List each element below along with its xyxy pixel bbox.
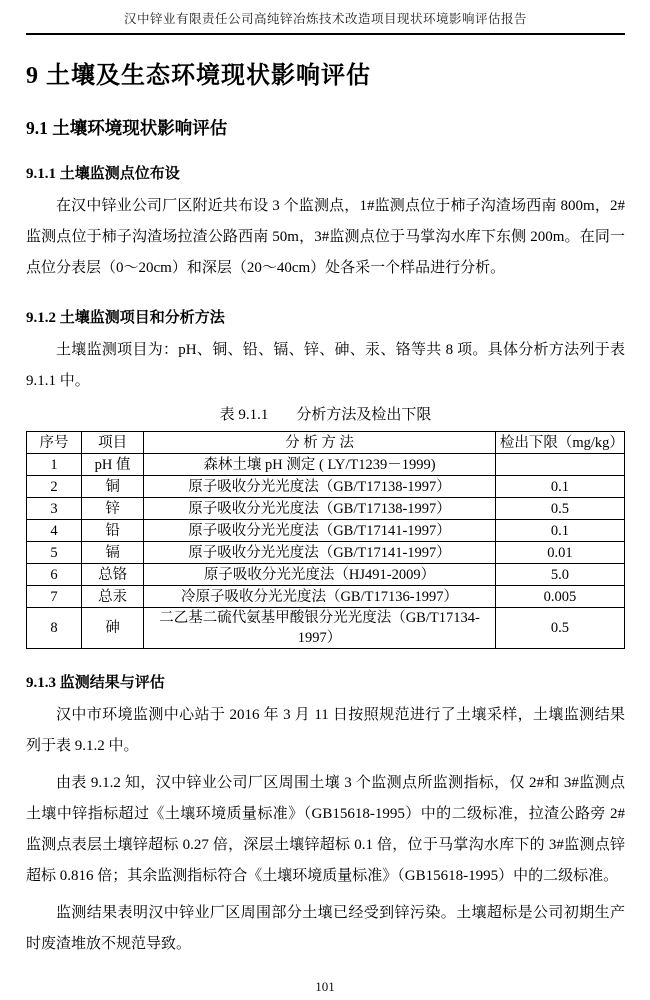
table-caption-label: 表 9.1.1 bbox=[219, 407, 269, 423]
table-row bbox=[27, 564, 625, 586]
cell-item: 锌 bbox=[82, 498, 144, 520]
cell-item: 总汞 bbox=[82, 586, 144, 608]
cell-item: 镉 bbox=[82, 542, 144, 564]
paragraph-conclusion: 监测结果表明汉中锌业厂区周围部分土壤已经受到锌污染。土壤超标是公司初期生产时废渣堆放不规范导致。 bbox=[26, 905, 625, 952]
table-row bbox=[27, 454, 625, 476]
subsection-title-9-1-1: 9.1.1 土壤监测点位布设 bbox=[26, 166, 180, 182]
cell-index: 3 bbox=[27, 498, 82, 520]
running-header: 汉中锌业有限责任公司高纯锌冶炼技术改造项目现状环境影响评估报告 bbox=[123, 12, 527, 26]
chapter-title: 9 土壤及生态环境现状影响评估 bbox=[26, 63, 371, 89]
cell-item: 铜 bbox=[82, 476, 144, 498]
header-rule bbox=[26, 33, 625, 35]
paragraph-results: 由表 9.1.2 知，汉中锌业公司厂区周围土壤 3 个监测点所监测指标，仅 2#和 3#监测点土壤中锌指标超过《土壤环境质量标准》（GB15618-1995）中的二级标准，拉渣公路旁 2#监测点表层土壤锌超标 0.27 倍，深层土壤锌超标 0.1 倍，位于马掌沟水库下的 3#监测点锌超标 0.816 倍；其余监测指标符合《土壤环境质量标准》（GB15618-1995）中的二级标准。 bbox=[26, 775, 625, 884]
cell-index: 1 bbox=[27, 454, 82, 476]
cell-limit: 0.01 bbox=[495, 542, 624, 564]
cell-method: 二乙基二硫代氨基甲酸银分光光度法（GB/T17134-1997） bbox=[144, 608, 496, 649]
cell-limit: 0.5 bbox=[495, 608, 624, 649]
paragraph-sampling: 汉中市环境监测中心站于 2016 年 3 月 11 日按照规范进行了土壤采样，土壤监测结果列于表 9.1.2 中。 bbox=[26, 707, 625, 754]
cell-limit: 0.5 bbox=[495, 498, 624, 520]
table-row bbox=[27, 520, 625, 542]
table-row bbox=[27, 608, 625, 649]
cell-item: 砷 bbox=[82, 608, 144, 649]
cell-limit: 5.0 bbox=[495, 564, 624, 586]
cell-index: 8 bbox=[27, 608, 82, 649]
table-row bbox=[27, 498, 625, 520]
cell-limit: 0.005 bbox=[495, 586, 624, 608]
cell-limit: 0.1 bbox=[495, 476, 624, 498]
cell-method: 森林土壤 pH 测定 ( LY/T1239－1999) bbox=[144, 454, 496, 476]
cell-method: 冷原子吸收分光光度法（GB/T17136-1997） bbox=[144, 586, 496, 608]
cell-item: 铅 bbox=[82, 520, 144, 542]
section-title-9-1: 9.1 土壤环境现状影响评估 bbox=[26, 118, 228, 138]
cell-limit: 0.1 bbox=[495, 520, 624, 542]
table-caption-title: 分析方法及检出下限 bbox=[296, 407, 432, 423]
cell-item: 总铬 bbox=[82, 564, 144, 586]
column-header-method: 分 析 方 法 bbox=[144, 432, 496, 454]
table-header-row bbox=[27, 432, 625, 454]
cell-method: 原子吸收分光光度法（HJ491-2009） bbox=[144, 564, 496, 586]
paragraph-monitoring-points: 在汉中锌业公司厂区附近共布设 3 个监测点，1#监测点位于柿子沟渣场西南 800m，2#监测点位于柿子沟渣场拉渣公路西南 50m，3#监测点位于马掌沟水库下东侧 200m。在同一点位分表层（0～20cm）和深层（20～40cm）处各采一个样品进行分析。 bbox=[26, 198, 625, 276]
table-row bbox=[27, 542, 625, 564]
cell-method: 原子吸收分光光度法（GB/T17138-1997） bbox=[144, 498, 496, 520]
column-header-index: 序号 bbox=[27, 432, 82, 454]
page-number: 101 bbox=[315, 979, 335, 994]
cell-method: 原子吸收分光光度法（GB/T17141-1997） bbox=[144, 520, 496, 542]
cell-index: 6 bbox=[27, 564, 82, 586]
table-caption bbox=[26, 404, 625, 426]
table-row bbox=[27, 586, 625, 608]
subsection-title-9-1-3: 9.1.3 监测结果与评估 bbox=[26, 675, 165, 691]
cell-index: 5 bbox=[27, 542, 82, 564]
cell-index: 7 bbox=[27, 586, 82, 608]
cell-limit bbox=[495, 454, 624, 476]
cell-method: 原子吸收分光光度法（GB/T17138-1997） bbox=[144, 476, 496, 498]
paragraph-monitoring-items: 土壤监测项目为：pH、铜、铅、镉、锌、砷、汞、铬等共 8 项。具体分析方法列于表 9.1.1 中。 bbox=[26, 342, 625, 389]
column-header-item: 项目 bbox=[82, 432, 144, 454]
cell-item: pH 值 bbox=[82, 454, 144, 476]
table-row bbox=[27, 476, 625, 498]
cell-index: 2 bbox=[27, 476, 82, 498]
cell-index: 4 bbox=[27, 520, 82, 542]
analysis-methods-table bbox=[26, 431, 625, 649]
column-header-limit: 检出下限（mg/kg） bbox=[495, 432, 624, 454]
cell-method: 原子吸收分光光度法（GB/T17141-1997） bbox=[144, 542, 496, 564]
subsection-title-9-1-2: 9.1.2 土壤监测项目和分析方法 bbox=[26, 310, 225, 326]
